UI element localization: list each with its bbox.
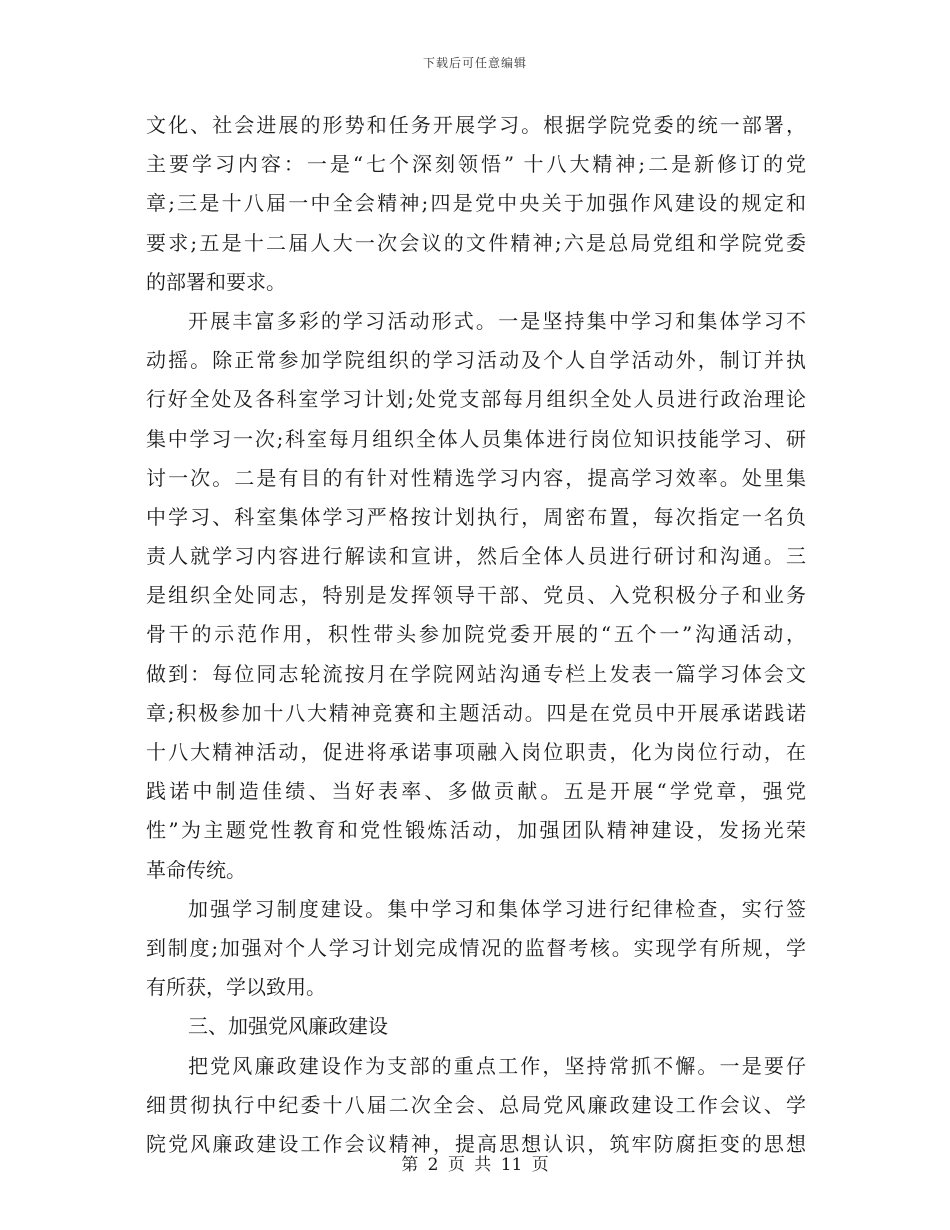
text-line: 十八大精神活动，促进将承诺事项融入岗位职责，化为岗位行动，在 bbox=[146, 740, 806, 764]
text-line: 集中学习一次;科室每月组织全体人员集体进行岗位知识技能学习、研 bbox=[146, 426, 806, 451]
text-line: 中学习、科室集体学习严格按计划执行，周密布置，每次指定一名负 bbox=[146, 504, 806, 529]
page-number-footer: 第 2 页 共 11 页 bbox=[401, 1155, 549, 1175]
paragraph-start-line: 加强学习制度建设。集中学习和集体学习进行纪律检查，实行签 bbox=[188, 896, 806, 921]
text-line: 有所获，学以致用。 bbox=[146, 975, 326, 1000]
text-line: 行好全处及各科室学习计划;处党支部每月组织全处人员进行政治理论 bbox=[146, 387, 806, 412]
text-line: 章;三是十八届一中全会精神;四是党中央关于加强作风建设的规定和 bbox=[146, 191, 806, 216]
document-body bbox=[146, 106, 806, 1164]
text-line: 章;积极参加十八大精神竞赛和主题活动。四是在党员中开展承诺践诺 bbox=[146, 700, 806, 725]
text-line: 院党风廉政建设工作会议精神，提高思想认识，筑牢防腐拒变的思想 bbox=[146, 1131, 806, 1156]
text-line: 践诺中制造佳绩、当好表率、多做贡献。五是开展“学党章，强党 bbox=[146, 779, 806, 804]
text-line: 性”为主题党性教育和党性锻炼活动，加强团队精神建设，发扬光荣 bbox=[146, 818, 806, 843]
paragraph-start-line: 把党风廉政建设作为支部的重点工作，坚持常抓不懈。一是要仔 bbox=[188, 1053, 806, 1078]
text-line: 到制度;加强对个人学习计划完成情况的监督考核。实现学有所规，学 bbox=[146, 935, 806, 960]
text-line: 责人就学习内容进行解读和宣讲，然后全体人员进行研讨和沟通。三 bbox=[146, 544, 806, 569]
text-line: 做到：每位同志轮流按月在学院网站沟通专栏上发表一篇学习体会文 bbox=[146, 661, 806, 686]
text-line: 革命传统。 bbox=[146, 857, 246, 882]
page-header: 下载后可任意编辑 bbox=[422, 56, 527, 70]
text-line: 讨一次。二是有目的有针对性精选学习内容，提高学习效率。处里集 bbox=[146, 465, 806, 490]
text-line: 骨干的示范作用，积性带头参加院党委开展的“五个一”沟通活动， bbox=[146, 622, 806, 647]
text-line: 主要学习内容：一是“七个深刻领悟” 十八大精神;二是新修订的党 bbox=[146, 152, 806, 177]
text-line: 细贯彻执行中纪委十八届二次全会、总局党风廉政建设工作会议、学 bbox=[146, 1092, 806, 1117]
text-line: 是组织全处同志，特别是发挥领导干部、党员、入党积极分子和业务 bbox=[146, 583, 806, 608]
text-line: 要求;五是十二届人大一次会议的文件精神;六是总局党组和学院党委 bbox=[146, 230, 806, 255]
text-line: 动摇。除正常参加学院组织的学习活动及个人自学活动外，制订并执 bbox=[146, 348, 806, 373]
text-line: 的部署和要求。 bbox=[146, 269, 286, 294]
text-line: 文化、社会进展的形势和任务开展学习。根据学院党委的统一部署， bbox=[146, 113, 806, 137]
paragraph-start-line: 开展丰富多彩的学习活动形式。一是坚持集中学习和集体学习不 bbox=[188, 308, 806, 333]
section-heading: 三、加强党风廉政建设 bbox=[188, 1014, 388, 1039]
